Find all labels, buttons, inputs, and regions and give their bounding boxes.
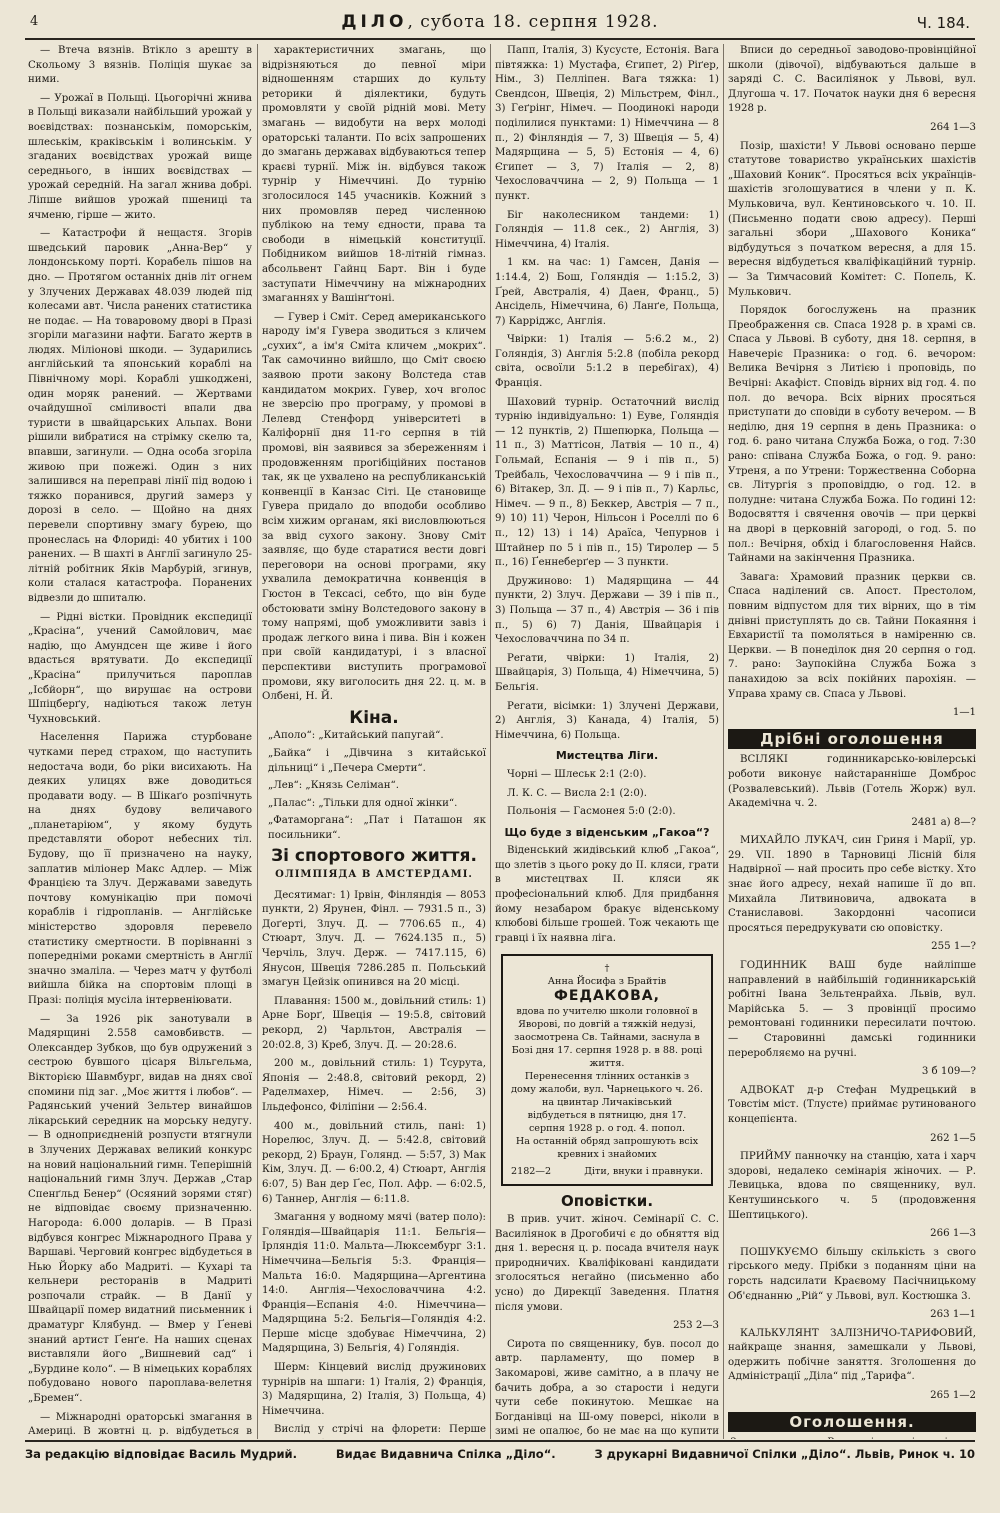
ad-enrollment: Вписи до середньої заводово-провінційної школи (дівочої), відбуваються дальше в заряді С. С. Василіянок у Львові, вул. Длугоша ч. 17. Початок науки дня 6 вересня 1928 р. — [728, 45, 976, 115]
article-harvest: — Урожаї в Польщі. Цьогорічні жнива в Польщі виказали найбільший урожай у воєвідствах: познанськім, поморськім, шлеськім, краківськім і волинськім. У згаданих воєвідствах урожай вище середнього, в інших воєвідствах — урожай середній. На загал жнива добрі. Ліпше вийшов урожай пшениці та ячменю, гірше — жито. — [28, 92, 252, 221]
article-various-news-2: Населення Парижа стурбоване чутками перед страхом, що наступить недостача води, бо ріки висихають. На деяких улицях вже доводиться продавати воду. — В Шікаґо розпічнуть на днях будову величавого „планетаріюм“, у якому будуть представляти оборот небесних тіл. Будову, що її призначено на науку, заплатив міліонер Макс Адлер. — Між Францією та Злуч. Державами заведуть почтову комунікацію при помочі кораблів і гідропланів. — Англійське міністерство здоровля перевело статистику смертности. В порівнанні з попередніми роками смертність в Англії значно змаліла. — Через матч у футболі вийшла бійка на спортовім площі в Празі: поліція мусіла інтервеніювати. — [28, 732, 252, 1006]
obituary-body: На останній обряд запрошують всіх кревних і знайомих — [515, 1136, 699, 1161]
sport-weightlifting-cont: Папп, Італія, 3) Кусусте, Естонія. Вага півтяжка: 1) Мустафа, Єгипет, 2) Ріґер, Нім., 3) Пелліпен. Вага тяжка: 1) Свендсон, Швеція, 2) Мільстрем, Фінл., 3) Геґрінг, Німеч. — Поодинокі народи поділилися пунктами: 1) Німеччина — 8 п., 2) Фінляндія — 7, 3) Швеція — 5, 4) Мадярщина — 5, 5) Естонія — 4, 6) Єгипет — 3, 7) Італія — 2, 8) Чехословаччина — 2, 9) Польща — 1 пункт. — [495, 45, 719, 202]
small-ad: ПОШУКУЄМО більшу скількість з свого гірського меду. Прібки з поданням ціни на горсть надсилати Краєвому Пасічницькому Об'єднанню „Рій“ у Львові, вул. Костюшка 3. — [728, 1246, 976, 1302]
column-1 — [28, 44, 252, 1439]
masthead: ДІЛО, субота 18. серпня 1928. — [341, 12, 659, 32]
small-ad: КАЛЬКУЛЯНТ ЗАЛІЗНИЧО-ТАРИФОВИЙ, найкраще знання, замешкали у Львові, одержить побічне заняття. Зголошення до Адміністрації „Діла“ під „Тарифа“. — [728, 1327, 976, 1383]
cinema-heading: Кіна. — [349, 707, 399, 728]
league-result: Л. К. С. — Висла 2:1 (2:0). — [507, 787, 648, 799]
hakoah-heading: Що буде з віденським „Гакоа“? — [504, 825, 710, 839]
newspaper-title: ДІЛО — [341, 12, 408, 32]
page-footer — [25, 1447, 975, 1461]
sport-chess-team: Дружиново: 1) Мадярщина — 44 пункти, 2) Злуч. Держави — 39 і пів п., 3) Польща — 37 п., 4) Австрія — 36 і пів п., 5) 6) 7) Данія, Швайцарія і Чехословаччина по 34 п. — [495, 575, 719, 646]
column-3 — [495, 44, 719, 1439]
ad-code: 264 1—3 — [930, 121, 976, 133]
obituary-body: Перенесення тлінних останків з дому жалоби, вул. Чарнецького ч. 26. на цвинтар Личаківський відбудеться в пятницю, дня 17. серпня 1928 р. о год. 4. попол. — [511, 1071, 703, 1135]
page-number: 4 — [30, 14, 39, 29]
footer-rule — [25, 1440, 975, 1442]
cinema-listings — [262, 729, 486, 843]
small-ad: МИХАЙЛО ЛУКАЧ, син Гриня і Марії, ур. 29. VII. 1890 в Тарновиці Лісній біля Надвірної — най просить про себе вістку. Хто знає його адресу, нехай напише її до вп. Михайла Литвиновича, адвоката в Станиславові. Закордонні часописи просяться передрукувати сю оповістку. — [728, 835, 976, 934]
page-header — [0, 12, 1000, 40]
obituary-body: вдова по учителю школи головної в Яворові, по довгій а тяжкій недузі, заосмотрена Св. Тайнами, заснула в Бозі дня 17. серпня 1928 р. в 88. році життя. — [511, 1006, 703, 1070]
notices-heading: Оповістки. — [560, 1192, 654, 1211]
column-divider — [257, 44, 258, 1439]
ad-church-services: Порядок богослужень на празник Преображення св. Спаса 1928 р. в храмі св. Спаса у Львові. В суботу, дня 18. серпня, в Навечеріє Празника: о год. 6. вечором: Велика Вечірня з Литією і проповідь, по Вечірні: Акафіст. Сповідь вірних від год. 4. по пол. до вечора. Всіх вірних просяться приступати до сповіди в суботу вечером. — В неділю, дня 19 серпня в день Празника: о год. 6. рано читана Служба Божа, о год. 7:30 рано: співана Служба Божа, о год. 9. рано: Утреня, а по Утрени: Торжественна Соборна св. Літургія з проповіддю, о год. 12. в полудне: читана Служба Божа. По годині 12: Водосвяття і свячення овочів — при церкві на дворі в церковній загороді, о год. 5. по пол.: Вечірня, обхід і благословення Найсв. Тайнами на закінчення Празника. — [728, 305, 976, 565]
cinema-item: „Байка“ і „Дівчина з китайської дільниці“ і „Печера Смерти“. — [268, 747, 486, 774]
cinema-item: „Палас“: „Тільки для одної жінки“. — [268, 797, 458, 809]
cinema-item: „Аполо“: „Китайський папугай“. — [268, 730, 444, 742]
article-oratory-contest-cont: характеристичних змагань, що відрізняються до певної міри відношенням старших до культу реторики й діялектики, будуть промовляти у своїй рідній мові. Мету змагань — видобути на верх молоді ораторські таланти. По всіх запрошених до змагань державах відбуваються тепер краєві турнії. Між ін. відбувся також турнір у Німеччині. До турнію зголосилося 145 учасників. Кожний з них промовляв перед численною публікою на тему єдности, права та свободи в німецькій конституції. Побідником вийшов 18-літній гімназ. абсольвент Гайнц Барт. Він і буде заступати Німеччину на міжнародних змаганнях у Вашінґтоні. — [262, 45, 486, 305]
column-4 — [728, 44, 976, 1439]
footer-publisher: Видає Видавнича Спілка „Діло“. — [335, 1447, 556, 1461]
ads-banner: Оголошення. — [728, 1412, 976, 1433]
small-ads-banner: Дрібні оголошення — [728, 729, 976, 750]
ad-code: 262 1—5 — [930, 1132, 976, 1144]
cinema-item: „Лев“: „Князь Селіман“. — [268, 780, 399, 792]
ad-code: 255 1—? — [931, 941, 976, 953]
sport-swimming-400: 400 м., довільний стиль, пані: 1) Норелюс, Злуч. Д. — 5:42.8, світовий рекорд, 2) Браун, Голянд. — 5:57, 3) Мак Кім, Злуч. Д. — 6:00.2, 4) Стюарт, Англія 6:07, 5) Ван дер Ґес, Пол. Афр. — 6:02.5, 6) Таннер, Англія — 6:11.8. — [262, 1120, 486, 1205]
issue-date: субота 18. серпня 1928. — [420, 12, 659, 32]
ad-chess-club: Позір, шахісти! У Львові основано перше статутове товариство українських шахістів „Шаховий Коник“. Просяться всіх українців-шахістів зголошуватися в члени у п. К. Мульковича, вул. Кентиновського ч. 10. II. (Письменно подати свою адресу). Перші загальні збори „Шахового Коника“ відбудуться з початком вересня, а для 15. вересня відбудеться кваліфікаційний турнір. — За Тимчасовий Комітет: С. Попель, К. Мулькович. — [728, 140, 976, 298]
column-divider — [490, 44, 491, 1439]
sport-fours: Чвірки: 1) Італія — 5:6.2 м., 2) Голяндія, 3) Англія 5:2.8 (побіла рекорд світа, освоїли 5:1.2 в перебігах), 4) Франція. — [495, 334, 719, 390]
small-ad: ГОДИННИК ВАШ буде найліпше направлений в найбільшій годинникарській робітні Івана Зельтенрайха. Львів, вул. Марійська 5. — З провінції просимо ремонтовані годинники пересилати почтою. — Старовинні дамські годинники переробляємо на ручні. — [728, 960, 976, 1059]
sport-1km: 1 км. на час: 1) Гамсен, Данія — 1:14.4, 2) Бош, Голяндія — 1:15.2, 3) Ґрей, Австралія, 4) Даен, Франц., 5) Ансідель, Німеччина, 6) Ланґе, Польща, 7) Карріджс, Англія. — [495, 257, 719, 327]
sport-regatta-eights: Регати, вісімки: 1) Злучені Держави, 2) Англія, 3) Канада, 4) Італія, 5) Німеччина, 6) Польща. — [495, 700, 719, 741]
sport-regatta-fours: Регати, чвірки: 1) Італія, 2) Швайцарія, 3) Польща, 4) Німеччина, 5) Бельгія. — [495, 652, 719, 693]
obituary-code: 2182—2 — [511, 1166, 552, 1178]
ad-code: 263 1—1 — [930, 1309, 976, 1321]
hakoah-article: Віденський жидівський клюб „Гакоа“, що злетів з цього року до II. кляси, грати в мистецтвах II. кляси як професіональний клюб. Для придбання йому незабаром бракує віденському клюбові більше грошей. Тож чекають ще гравці і їх наявна ліга. — [495, 845, 719, 944]
obituary-name: ФЕДАКОВА, — [554, 988, 660, 1005]
sport-chess: Шаховий турнір. Остаточний вислід турнію індивідуально: 1) Еуве, Голяндія — 12 пунктів, 2) Пшепюрка, Польща — 11 п., 3) Маттісон, Латвія — 10 п., 4) Гольмай, Еспанія — 9 і пів п., 5) Трейбаль, Чехословаччина — 9 і пів п., 6) Вітакер, Зл. Д. — 9 і пів п., 7) Карльс, Німеч. — 9 п., 8) Беккер, Австрія — 7 п., 9) 10) 11) Черон, Нільсон і Роселлі по 6 п., 12) 13) і 14) Араїса, Чепурнов і Штайнер по 5 і пів п., 15) Тиролер — 5 п., 16) Ґеннеберґер — 3 пункти. — [495, 396, 719, 569]
sport-decathlon: Десятимаг: 1) Ірвін, Фінляндія — 8053 пункти, 2) Ярунен, Фінл. — 7931.5 п., 3) Доґерті, Злуч. Д. — 7706.65 п., 4) Стюарт, Злуч. Д. — 7624.135 п., 5) Черчіль, Злуч. Держ. — 7417.115, 6) Янусон, Швеція 7286.285 п. Польський змагун Цейзік опинився на 20 місці. — [262, 889, 486, 989]
ad-code: 266 1—3 — [930, 1228, 976, 1240]
small-ad: ВСІЛЯКІ годинникарсько-ювілерські роботи виконує найстаранніше Домброс (Розвалевський). Львів (Готель Жорж) вул. Академічна ч. 2. — [728, 754, 976, 810]
ad-church-note: Завага: Храмовий празник церкви св. Спаса наділений св. Апост. Престолом, повним відпустом для тих вірних, що в тім днівні приступлять до св. Тайни Покаяння і Евхаристії та помоляться в наміренню св. Церкви. — В понеділок дня 20 серпня о год. 7. рано: Заупокійна Служба Божа з панахидою за всіх покійних парохіян. — Управа храму св. Спаса у Львові. — [728, 571, 976, 700]
column-2 — [262, 44, 486, 1439]
sport-foil: Вислід у стрічі на флорети: Перше — [274, 1424, 486, 1436]
article-hoover-smith: — Гувер і Сміт. Серед американського народу ім'я Гувера зводиться з кличем „сухих“, а ім'я Сміта кличем „мокрих“. Так самочинно вийшло, що Сміт своєю заявою проти закону Волстеда став кандидатом мокрих. Гувер, хоч вголос не зверсію про програму, у промові в Лелевд Стенфорд університеті в Каліфорнії дня 11-го серпня в тій промові, він заявився за збереженням і продовженням прогібіційних постанов так, як це ухвалено на республиканській конвенції в Канзас Сіті. Це становище Гувера придало до вподоби особливо всім хижим органам, які висловлюються за ввід сухого закону. Знову Сміт заявляє, що буде старатися вести довгі переговори на основі програми, яку ухвалила демократична конвенція в Гюстон в Тексасі, себто, що він буде обстоювати зміну Волстедового закону в тому напрямі, щоб уможливити завіз і продаж легкого вина і пива. Він і кожен при своїй кандидатурі, і з власної перспективи виступить програмової промови, яку виголосить дня 22. ц. м. в Олбені, Н. Й. — [262, 311, 486, 703]
league-result: Чорні — Шлеськ 2:1 (2:0). — [507, 768, 647, 780]
notice-code: 253 2—3 — [673, 1320, 719, 1332]
sport-tandem: Біг наколесником тандеми: 1) Голяндія — 11.8 сек., 2) Англія, 3) Німеччина, 4) Італія. — [495, 209, 719, 250]
header-rule — [25, 38, 975, 40]
footer-printer: З друкарні Видавничої Спілки „Діло“. Львів, Ринок ч. 10 — [594, 1447, 975, 1461]
article-oratory-contest: — Міжнародні ораторські змагання в Америці. В жовтні ц. р. відбудеться в — [28, 1411, 252, 1438]
sport-swimming-200: 200 м., довільний стиль: 1) Тсурута, Японія — 2:48.8, світовий рекорд, 2) Раделмахер, Німеч. — 2:56, 3) Ільдефонсо, Філіпіни — 2:56.4. — [262, 1058, 486, 1113]
article-various-news-3: — За 1926 рік занотували в Мадярщині 2.558 самовбивств. — Олександер Зубков, що був одружений з сестрою бувшого цісаря Вільгельма, Вікторією Шавмбург, видав на днях свої спомини під заг. „Моє життя і любов“. — Радянський учений Зельтер винайшов лікарський середник на морську недугу. — В одноприєдненій розпусти втягнули в Злучених Державах великий конкурс на новий національний гимн. Теперішній національний гимн Злуч. Держав „Стар Спенґльд Бенер“ (Осяяний зорями стяг) не відповідає своєму призначенню. Нагорода: 6.000 доларів. — В Празі відбувся конгрес Міжнародного Права у Варшаві. Черговий конгрес відбудеться в Нью Йорку або Мадриті. — Кухарі та кельнери ресторанів в Мадриті розпочали страйк. — В Данії у Швайцарії помер видатний письменник і драматург Клябунд. — Вмер у Ґеневі знаний артист Ґенґе. На наших сценах виставляли його „Вишневий сад“ і „Бурдине коло“. — В німецьких кораблях побудовано нового пароплава-велетня „Бремен“. — [28, 1013, 252, 1405]
sport-swimming-1500: Плавання: 1500 м., довільний стиль: 1) Арне Борґ, Швеція — 19:5.8, світовий рекорд, 2) Чарльтон, Австралія — 20:02.8, 3) Креб, Злуч. Д. — 20:28.6. — [262, 995, 486, 1051]
cinema-item: „Фатаморгана“: „Пат і Паташон як посильники“. — [268, 815, 486, 841]
article-various-news: — Рідні вістки. Провідник експедиції „Красіна“, учений Самойлович, має надію, що Амундсен ще живе і його вдасться врятувати. До експедиції „Красіна“ прилучиться пароплав „Ісбйорн“, що вирушає на острови Шпіцберґу, надіються також летун Чухновський. — [28, 611, 252, 725]
obituary-box — [501, 954, 713, 1186]
league-heading: Мистецтва Ліги. — [555, 749, 659, 763]
ad-code: 1—1 — [952, 707, 976, 719]
article-prisoners: — Втеча вязнів. Втікло з арешту в Скольому 3 вязнів. Поліція шукає за ними. — [28, 45, 252, 86]
cross-icon: † — [604, 963, 610, 975]
league-result: Польонія — Гасмонея 5:0 (2:0). — [507, 806, 676, 818]
small-ad: АДВОКАТ д-р Стефан Мудрецький в Товстім міст. (Тлусте) приймає рутинованого концепієнта. — [728, 1084, 976, 1125]
small-ad: ПРИЙМУ панночку на станцію, хата і харч здорові, недалеко семінарія жіночих. — Р. Левицька, вдова по священнику, вул. Кентушинського ч. 5 (продовження Шептицького). — [728, 1151, 976, 1221]
article-catastrophes: — Катастрофи й нещастя. Згорів шведський паровик „Анна-Вер“ у лондонському порті. Корабель пішов на дно. — Протягом останніх днів літ огнем у Злучених Державах 48.039 людей під колесами авт. Числа ранених статистика не подає. — На товаровому дворі в Празі згоріли магазини нафти. Багато жертв в людях. Міліонові шкоди. — Зударились англійський та японський кораблі на Північному морі. Кораблі ушкоджені, один моряк ранений. — Жертвами очайдушної сміливості впали два туристи в швайцарських Альпах. Вони рішили вибратися на стрімку скелю та, впавши, загинули. — Одна особа згоріла живою при пожежі. Один з них залишився на переправі лінії під водою і тяжко поранився, другий замерз у дорозі в село. — Щойно на днях перевели спортивну змагу бурею, що пронеслась на Флориді: 40 убитих і 100 ранених. — В шахті в Англії загинуло 25-літній робітник Яків Марбурій, згинув, коли сталася катастрофа. Поранених відвезли до шпиталю. — [28, 228, 252, 604]
notice-seminary: В прив. учит. жіноч. Семінарії С. С. Василіянок в Дрогобичі є до обняття від дня 1. вересня ц. р. посада вчителя наук природничих. Кваліфіковані кандидати зголосяться негайно (письменно або усно) до Дирекції Заведення. Платня після умови. — [495, 1214, 719, 1313]
notice-orphan: Сирота по священнику, був. посол до автр. парламенту, що помер в Закомарові, живе самітно, а в плачу не бачить добра, а зо старости і недуги чути себе покинутою. Мешкає на Богданівці на Ш-ому поверсі, ніколи в зимі не опалює, бо не має на що купити — [495, 1338, 719, 1438]
sport-heading: Зі спортового життя. — [271, 846, 477, 867]
obituary-line: Анна Йосифа з Брайтів — [547, 976, 667, 988]
ads-disclaimer — [728, 1436, 976, 1439]
sport-water-polo: Змагання у водному мячі (ватер поло): Голяндія—Швайцарія 11:1. Бельгія—Ірляндія 11:0. Мальта—Люксембург 3:1. Німеччина—Бельгія 5:3. Франція—Мальта 16:0. Мадярщина—Аргентина 14:0. Англія—Чехословаччина 4:2. Франція—Еспанія 4:0. Німеччина—Мадярщина 5:2. Бельгія—Голяндія 4:2. Перше місце здобуває Німеччина, 2) Мадярщина, 3) Бельгія, 4) Голяндія. — [262, 1212, 486, 1355]
sport-fencing: Шерм: Кінцевий вислід дружинових турнірів на шпаги: 1) Італія, 2) Франція, 3) Мадярщина, 2) Італія, 3) Польща, 4) Німеччина. — [262, 1362, 486, 1417]
ad-code: 3 б 109—? — [921, 1066, 976, 1078]
footer-editor: За редакцію відповідає Василь Мудрий. — [25, 1447, 297, 1461]
obituary-signature: Діти, внуки і правнуки. — [584, 1166, 703, 1178]
column-divider — [723, 44, 724, 1439]
olympiad-subheading: ОЛІМПІЯДА В АМСТЕРДАМІ. — [275, 869, 473, 881]
issue-number: Ч. 184. — [916, 14, 970, 32]
ad-code: 265 1—2 — [930, 1390, 976, 1402]
ad-code: 2481 а) 8—? — [911, 816, 976, 828]
